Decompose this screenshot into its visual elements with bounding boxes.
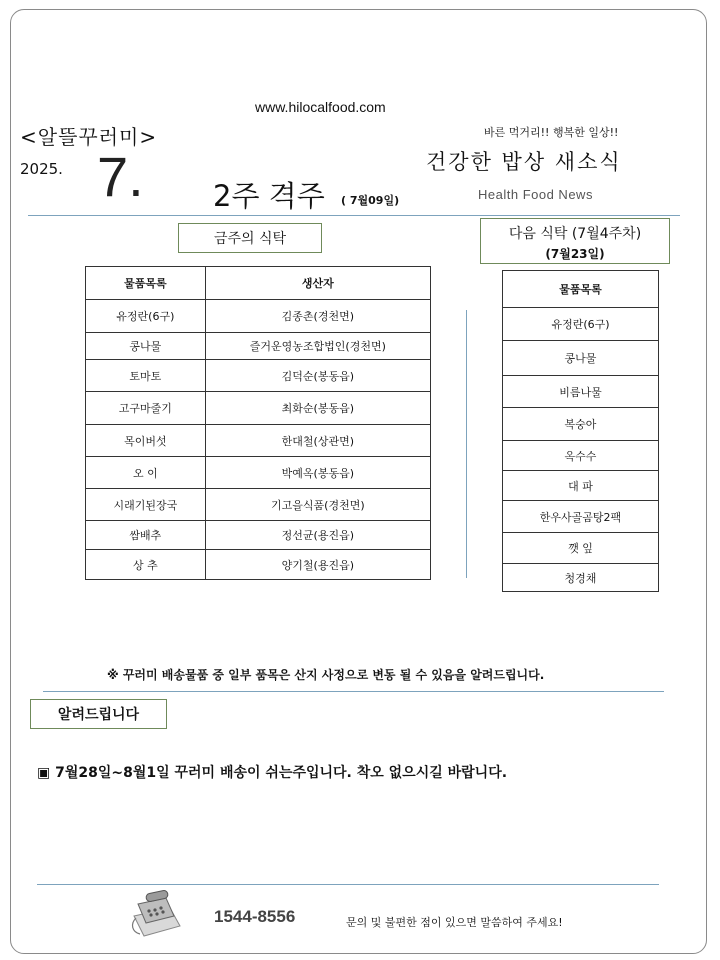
item-cell: 한우사골곰탕2팩 <box>503 501 659 533</box>
column-divider <box>466 310 467 578</box>
next-week-date: (7월23일) <box>545 247 605 261</box>
table-row <box>503 471 659 501</box>
next-week-title: 다음 식탁 (7월4주차) <box>508 226 642 242</box>
table-header-row <box>86 267 431 300</box>
phone-number[interactable]: 1544-8556 <box>214 907 296 926</box>
producer-cell: 한대철(상관면) <box>205 425 430 457</box>
news-title: 건강한 밥상 새소식 <box>426 150 622 174</box>
producer-cell: 김덕순(봉동읍) <box>205 360 430 392</box>
producer-cell: 김종촌(경천면) <box>205 300 430 333</box>
notice-divider <box>43 691 664 692</box>
table-header-row <box>503 271 659 308</box>
producer-cell: 최화순(봉동읍) <box>205 392 430 425</box>
table-row <box>86 425 431 457</box>
producer-cell: 양기철(용진읍) <box>205 550 430 580</box>
item-cell: 쌈배추 <box>86 521 206 550</box>
table-row <box>503 564 659 592</box>
column-header-item: 물품목록 <box>86 267 206 300</box>
item-cell: 콩나물 <box>86 333 206 360</box>
table-row <box>503 308 659 341</box>
week-date: ( 7월09일) <box>341 194 400 207</box>
table-row <box>503 441 659 471</box>
producer-cell: 정선균(용진읍) <box>205 521 430 550</box>
item-cell: 대 파 <box>503 471 659 501</box>
item-cell: 깻 잎 <box>503 533 659 564</box>
table-row <box>86 457 431 489</box>
item-cell: 콩나물 <box>503 341 659 376</box>
item-cell: 복숭아 <box>503 408 659 441</box>
next-week-table <box>502 270 659 592</box>
header-divider <box>28 215 680 216</box>
month-label: 7. <box>97 145 144 208</box>
producer-cell: 즐거운영농조합법인(경천면) <box>205 333 430 360</box>
item-cell: 고구마줄기 <box>86 392 206 425</box>
table-row <box>86 360 431 392</box>
week-label: 2주 격주 <box>213 179 325 213</box>
item-cell: 오 이 <box>86 457 206 489</box>
website-url[interactable]: www.hilocalfood.com <box>255 99 386 115</box>
news-subtitle: Health Food News <box>478 187 593 202</box>
this-week-label: 금주의 식탁 <box>178 223 322 253</box>
item-cell: 목이버섯 <box>86 425 206 457</box>
column-header-producer: 생산자 <box>205 267 430 300</box>
item-cell: 옥수수 <box>503 441 659 471</box>
contact-text: 문의 및 불편한 점이 있으면 말씀하여 주세요! <box>346 916 563 929</box>
producer-cell: 박예옥(봉동읍) <box>205 457 430 489</box>
next-week-title-box <box>480 218 670 264</box>
slogan: 바른 먹거리!! 행복한 일상!! <box>484 126 619 139</box>
item-cell: 토마토 <box>86 360 206 392</box>
item-cell: 유정란(6구) <box>503 308 659 341</box>
item-cell: 시래기된장국 <box>86 489 206 521</box>
table-row <box>86 333 431 360</box>
table-row <box>86 489 431 521</box>
table-row <box>86 300 431 333</box>
table-row <box>503 533 659 564</box>
column-header-item: 물품목록 <box>503 271 659 308</box>
item-cell: 비름나물 <box>503 376 659 408</box>
telephone-icon <box>128 886 184 940</box>
item-cell: 상 추 <box>86 550 206 580</box>
producer-cell: 기고을식품(경천면) <box>205 489 430 521</box>
table-row <box>503 501 659 533</box>
item-cell: 유정란(6구) <box>86 300 206 333</box>
change-notice: ※ 꾸러미 배송물품 중 일부 품목은 산지 사정으로 변동 될 수 있음을 알려드립니다. <box>107 668 545 682</box>
item-cell: 청경채 <box>503 564 659 592</box>
this-week-table <box>85 266 431 580</box>
year-label: 2025. <box>20 160 63 178</box>
brand-name: <알뜰꾸러미> <box>20 125 158 149</box>
announcement-label: 알려드립니다 <box>30 699 167 729</box>
footer-divider <box>37 884 659 885</box>
table-row <box>503 408 659 441</box>
table-row <box>503 341 659 376</box>
table-row <box>86 550 431 580</box>
table-row <box>86 392 431 425</box>
announcement-text: ▣ 7월28일~8월1일 꾸러미 배송이 쉬는주입니다. 착오 없으시길 바랍니다. <box>37 765 508 781</box>
table-row <box>86 521 431 550</box>
table-row <box>503 376 659 408</box>
